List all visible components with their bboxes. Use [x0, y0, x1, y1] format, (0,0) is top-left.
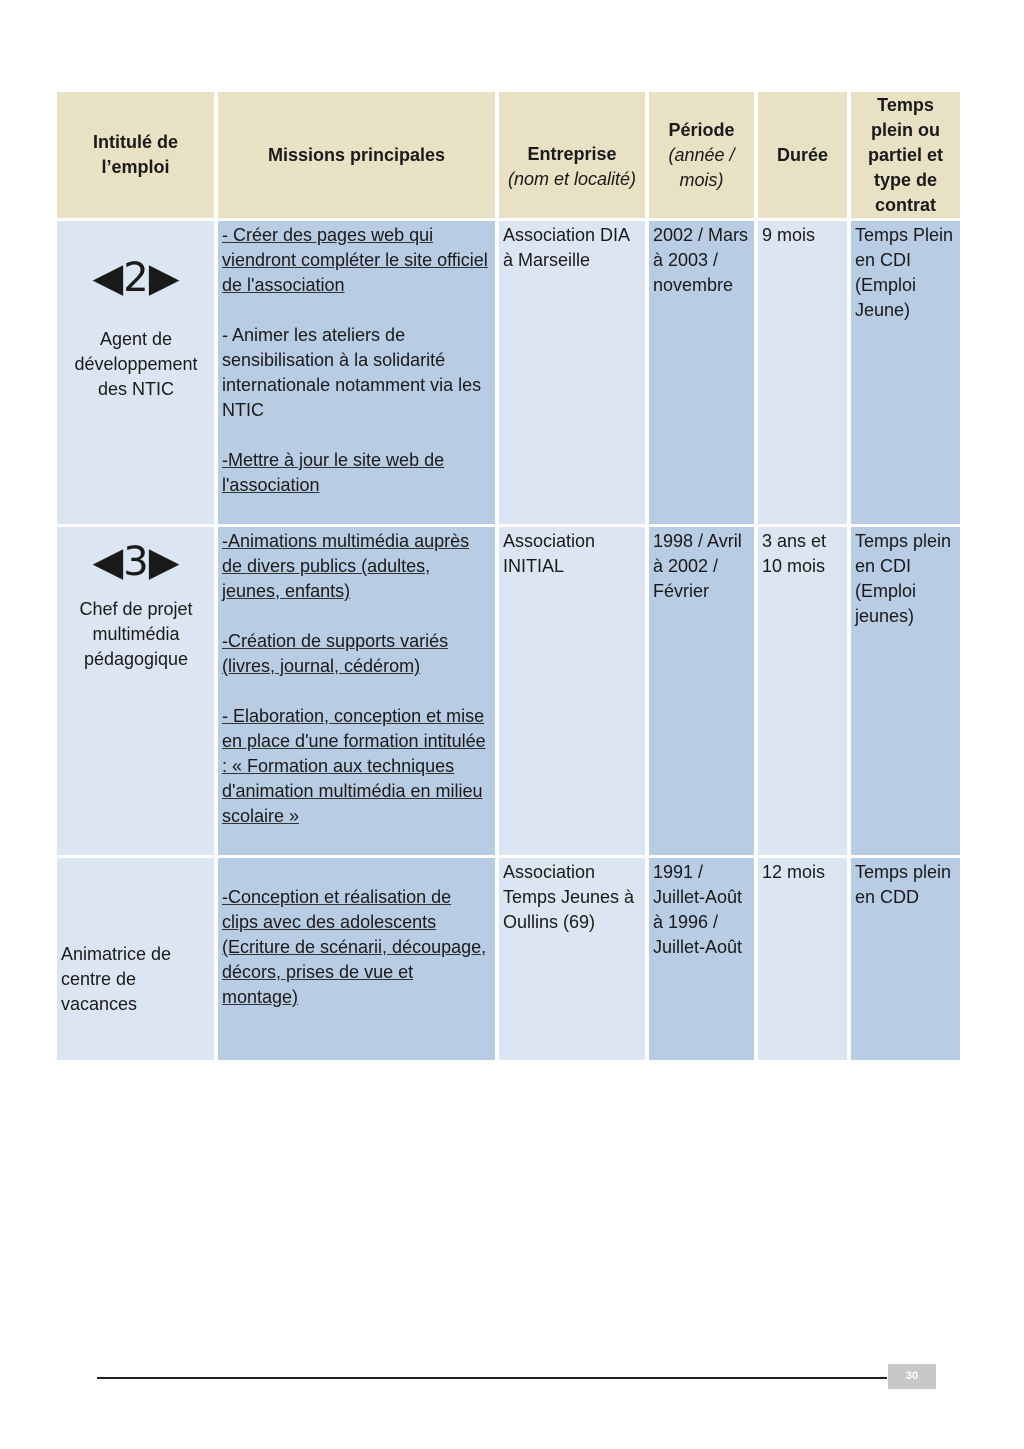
- company-cell: Association INITIAL: [499, 527, 645, 855]
- table-row: [57, 858, 960, 1060]
- nav-marker[interactable]: ◀2▶: [92, 255, 180, 301]
- duration-cell: 3 ans et 10 mois: [758, 527, 847, 855]
- mission-item: -Création de supports variés (livres, journal, cédérom): [222, 631, 449, 676]
- nav-marker[interactable]: ◀3▶: [92, 539, 180, 585]
- job-cell: [57, 858, 214, 1060]
- header-period: Période (année / mois): [649, 92, 754, 218]
- employment-table: [53, 89, 964, 1063]
- header-job: Intitulé de l’emploi: [57, 92, 214, 218]
- header-missions: Missions principales: [218, 92, 495, 218]
- mission-item: - Elaboration, conception et mise en place d'une formation intitulée : « Formation aux techniques d'animation multimédia en milieu scolaire »: [222, 706, 486, 826]
- job-cell: [57, 527, 214, 855]
- period-cell: 1998 / Avril à 2002 / Février: [649, 527, 754, 855]
- table-row: [57, 527, 960, 855]
- mission-item: -Conception et réalisation de clips avec des adolescents (Ecriture de scénarii, découpage, décors, prises de vue et montage): [222, 887, 487, 1007]
- period-cell: 1991 / Juillet-Août à 1996 / Juillet-Août: [649, 858, 754, 1060]
- header-duration: Durée: [758, 92, 847, 218]
- footer-rule: [97, 1377, 887, 1379]
- company-cell: Association DIA à Marseille: [499, 221, 645, 524]
- contract-cell: Temps Plein en CDI (Emploi Jeune): [851, 221, 960, 524]
- missions-cell: [218, 858, 495, 1060]
- mission-item: -Animations multimédia auprès de divers publics (adultes, jeunes, enfants): [222, 531, 470, 601]
- mission-item: - Animer les ateliers de sensibilisation à la solidarité internationale notamment via les NTIC: [222, 325, 482, 420]
- duration-cell: 9 mois: [758, 221, 847, 524]
- page-number: 30: [888, 1364, 936, 1389]
- period-cell: 2002 / Mars à 2003 / novembre: [649, 221, 754, 524]
- duration-cell: 12 mois: [758, 858, 847, 1060]
- job-title: Chef de projet multimédia pédagogique: [79, 599, 193, 669]
- contract-cell: Temps plein en CDD: [851, 858, 960, 1060]
- job-title: Agent de développement des NTIC: [74, 329, 198, 399]
- job-title: Animatrice de centre de vacances: [61, 943, 172, 1014]
- missions-cell: [218, 527, 495, 855]
- mission-item: - Créer des pages web qui viendront compléter le site officiel de l'association: [222, 225, 488, 295]
- header-contract: Temps plein ou partiel et type de contrat: [851, 92, 960, 218]
- header-row: [57, 92, 960, 218]
- job-cell: [57, 221, 214, 524]
- contract-cell: Temps plein en CDI (Emploi jeunes): [851, 527, 960, 855]
- table-row: [57, 221, 960, 524]
- missions-cell: [218, 221, 495, 524]
- header-company: Entreprise (nom et localité): [499, 92, 645, 218]
- company-cell: Association Temps Jeunes à Oullins (69): [499, 858, 645, 1060]
- mission-item: -Mettre à jour le site web de l'association: [222, 450, 445, 495]
